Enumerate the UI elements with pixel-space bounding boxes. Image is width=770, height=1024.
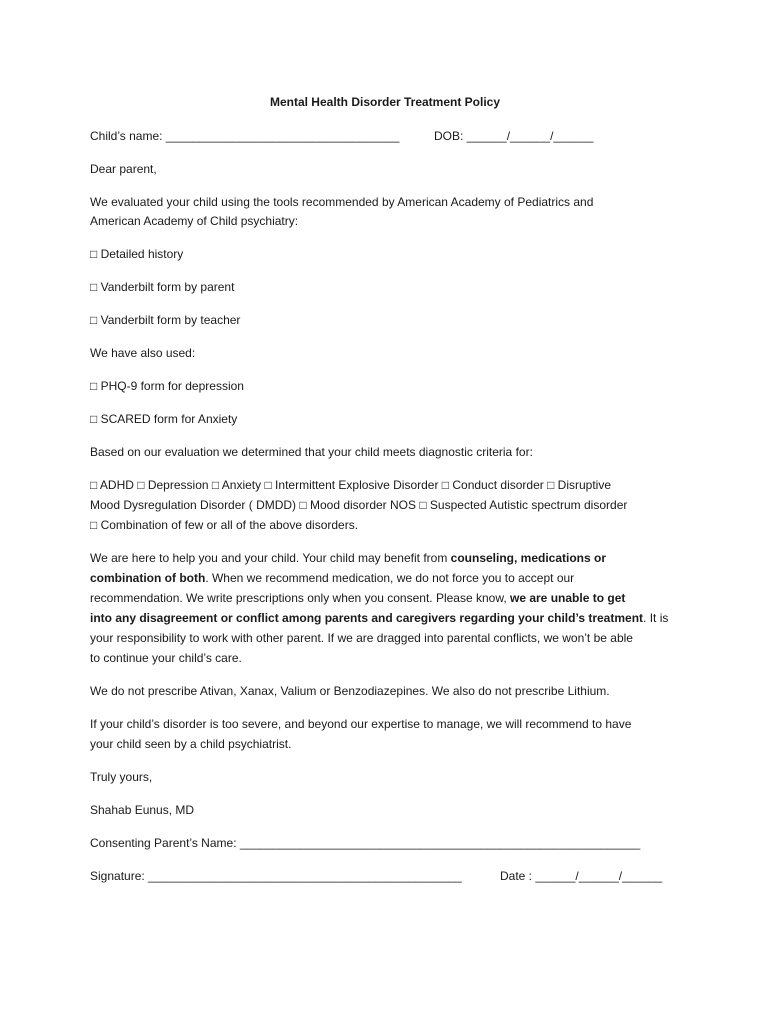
- evaluation-intro-line-2: American Academy of Child psychiatry:: [90, 214, 299, 228]
- signature-field: Signature: _______________________________________________: [90, 869, 462, 883]
- checkbox-vanderbilt-teacher: □ Vanderbilt form by teacher: [90, 313, 241, 327]
- criteria-intro: Based on our evaluation we determined that your child meets diagnostic criteria for:: [90, 445, 533, 459]
- criteria-options-line-3: □ Combination of few or all of the above disorders.: [90, 518, 359, 532]
- criteria-options-line-1: □ ADHD □ Depression □ Anxiety □ Intermittent Explosive Disorder □ Conduct disorder □ Disruptive: [90, 478, 612, 492]
- severe-line-1: If your child’s disorder is too severe, and beyond our expertise to manage, we will recommend to have: [90, 717, 632, 731]
- help-line-2: combination of both. When we recommend medication, we do not force you to accept our: [90, 571, 575, 585]
- consenting-parent-name-field: Consenting Parent’s Name: ____________________________________________________________: [90, 836, 641, 850]
- help-line-4: into any disagreement or conflict among parents and caregivers regarding your child’s treatment. It is: [90, 611, 669, 625]
- greeting: Dear parent,: [90, 162, 157, 176]
- checkbox-phq9: □ PHQ-9 form for depression: [90, 379, 244, 393]
- checkbox-scared: □ SCARED form for Anxiety: [90, 412, 238, 426]
- also-used-label: We have also used:: [90, 346, 196, 360]
- help-line-6: to continue your child’s care.: [90, 651, 242, 665]
- help-line-3: recommendation. We write prescriptions only when you consent. Please know, we are unable to get: [90, 591, 626, 605]
- prescribe-policy: We do not prescribe Ativan, Xanax, Valium or Benzodiazepines. We also do not prescribe Lithium.: [90, 684, 610, 698]
- help-line-5: your responsibility to work with other parent. If we are dragged into parental conflicts, we won’t be able: [90, 631, 633, 645]
- checkbox-detailed-history: □ Detailed history: [90, 247, 184, 261]
- signer-name: Shahab Eunus, MD: [90, 803, 195, 817]
- page-title: Mental Health Disorder Treatment Policy: [269, 95, 501, 109]
- evaluation-intro-line-1: We evaluated your child using the tools recommended by American Academy of Pediatrics and: [90, 195, 594, 209]
- date-field: Date : ______/______/______: [500, 869, 663, 883]
- severe-line-2: your child seen by a child psychiatrist.: [90, 737, 292, 751]
- child-name-field: Child’s name: ___________________________________: [90, 129, 400, 143]
- criteria-options-line-2: Mood Dysregulation Disorder ( DMDD) □ Mood disorder NOS □ Suspected Autistic spectrum disorder: [90, 498, 628, 512]
- dob-field: DOB: ______/______/______: [434, 129, 594, 143]
- help-line-1: We are here to help you and your child. Your child may benefit from counseling, medications or: [90, 551, 607, 565]
- checkbox-vanderbilt-parent: □ Vanderbilt form by parent: [90, 280, 235, 294]
- closing: Truly yours,: [90, 770, 153, 784]
